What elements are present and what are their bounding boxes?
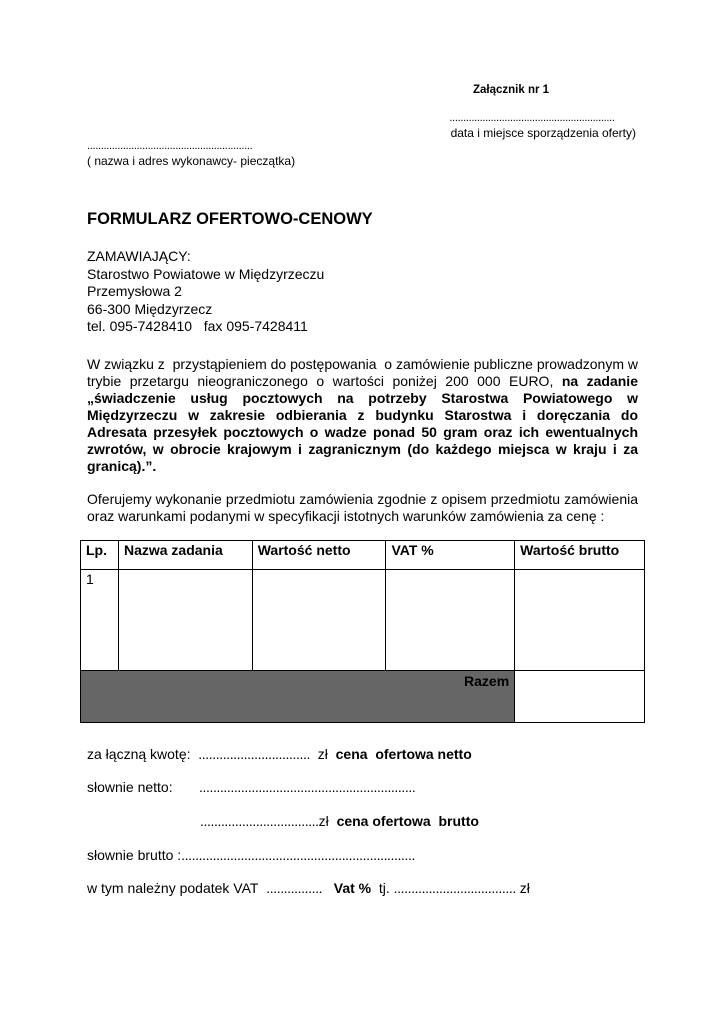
vat-label: w tym należny podatek VAT <box>87 880 259 896</box>
date-place-field[interactable]: ............................................................ <box>449 112 615 124</box>
sum-value-cell[interactable] <box>515 671 645 723</box>
col-header-task-name: Nazwa zadania <box>118 541 252 570</box>
intro-plain-text: W związku z przystąpieniem do postępowania o zamówienie publiczne prowadzonym w trybie przetargu nieograniczonego o wartości poniżej 200 000 EURO, <box>87 356 642 389</box>
annex-label: Załącznik nr 1 <box>473 84 550 96</box>
page-title: FORMULARZ OFERTOWO-CENOWY <box>87 210 373 228</box>
contractor-stamp-field[interactable]: ............................................................ <box>87 140 253 152</box>
words-net-field[interactable]: .............................................................. <box>199 779 416 795</box>
price-table <box>80 540 645 723</box>
col-header-gross-value: Wartość brutto <box>515 541 645 570</box>
words-gross-field[interactable]: ................................................................... <box>181 847 415 863</box>
col-header-net-value: Wartość netto <box>252 541 386 570</box>
intro-paragraph <box>87 356 642 475</box>
orderer-label: ZAMAWIAJĄCY: <box>87 248 191 264</box>
gross-price-line <box>200 813 479 829</box>
words-gross-label: słownie brutto : <box>87 847 182 863</box>
vat-percent-field[interactable]: ................ <box>266 880 323 896</box>
contractor-caption: ( nazwa i adres wykonawcy- pieczątka) <box>87 154 296 168</box>
col-header-lp: Lp. <box>81 541 119 570</box>
words-net-line <box>87 779 415 795</box>
table-sum-row <box>81 671 645 723</box>
words-net-label: słownie netto: <box>87 779 173 795</box>
intro-task-text: na zadanie „świadczenie usług pocztowych na potrzeby Starostwa Powiatowego w Międzyrzeczu w zakresie odbierania z budynku Starostwa i doręczania do Adresata przesyłek pocztowych o wadze ponad 50 gram oraz ich ewentualnych zwrotów, w obrocie krajowym i zagranicznym (do każdego miejsca w kraju i za granicą).”. <box>87 373 638 474</box>
total-net-line <box>87 746 472 762</box>
vat-line <box>87 880 530 896</box>
vat-percent-label: Vat % <box>333 880 372 896</box>
col-header-vat: VAT % <box>386 541 515 570</box>
orderer-name: Starostwo Powiatowe w Międzyrzeczu <box>87 265 325 282</box>
total-unit: zł <box>317 746 328 762</box>
sum-label: Razem <box>81 671 515 723</box>
vat-unit: zł <box>519 880 530 896</box>
vat-amount-field[interactable]: ................................... <box>393 880 516 896</box>
task-name-cell[interactable] <box>118 570 252 671</box>
gross-unit: zł <box>318 813 329 829</box>
gross-value-cell[interactable] <box>515 570 645 671</box>
date-place-caption: data i miejsce sporządzenia oferty) <box>450 126 636 140</box>
total-net-field[interactable]: ................................ <box>198 746 310 762</box>
orderer-city: 66-300 Międzyrzecz <box>87 300 213 317</box>
net-value-cell[interactable] <box>252 570 386 671</box>
orderer-phone: tel. 095-7428410 fax 095-7428411 <box>87 318 308 334</box>
table-row <box>81 570 645 671</box>
net-price-label: cena ofertowa netto <box>335 746 472 762</box>
gross-price-label: cena ofertowa brutto <box>336 813 479 829</box>
orderer-block <box>87 248 324 336</box>
words-gross-line <box>87 847 415 863</box>
vat-cell[interactable] <box>386 570 515 671</box>
offer-paragraph: Oferujemy wykonanie przedmiotu zamówienia zgodnie z opisem przedmiotu zamówienia oraz warunkami podanymi w specyfikacji istotnych warunków zamówienia za cenę : <box>87 491 638 524</box>
gross-price-field[interactable]: .................................. <box>200 813 319 829</box>
table-header-row <box>81 541 645 570</box>
orderer-street: Przemysłowa 2 <box>87 283 182 299</box>
vat-tj-label: tj. <box>378 880 390 896</box>
total-label: za łączną kwotę: <box>87 746 191 762</box>
row-number: 1 <box>81 570 119 671</box>
